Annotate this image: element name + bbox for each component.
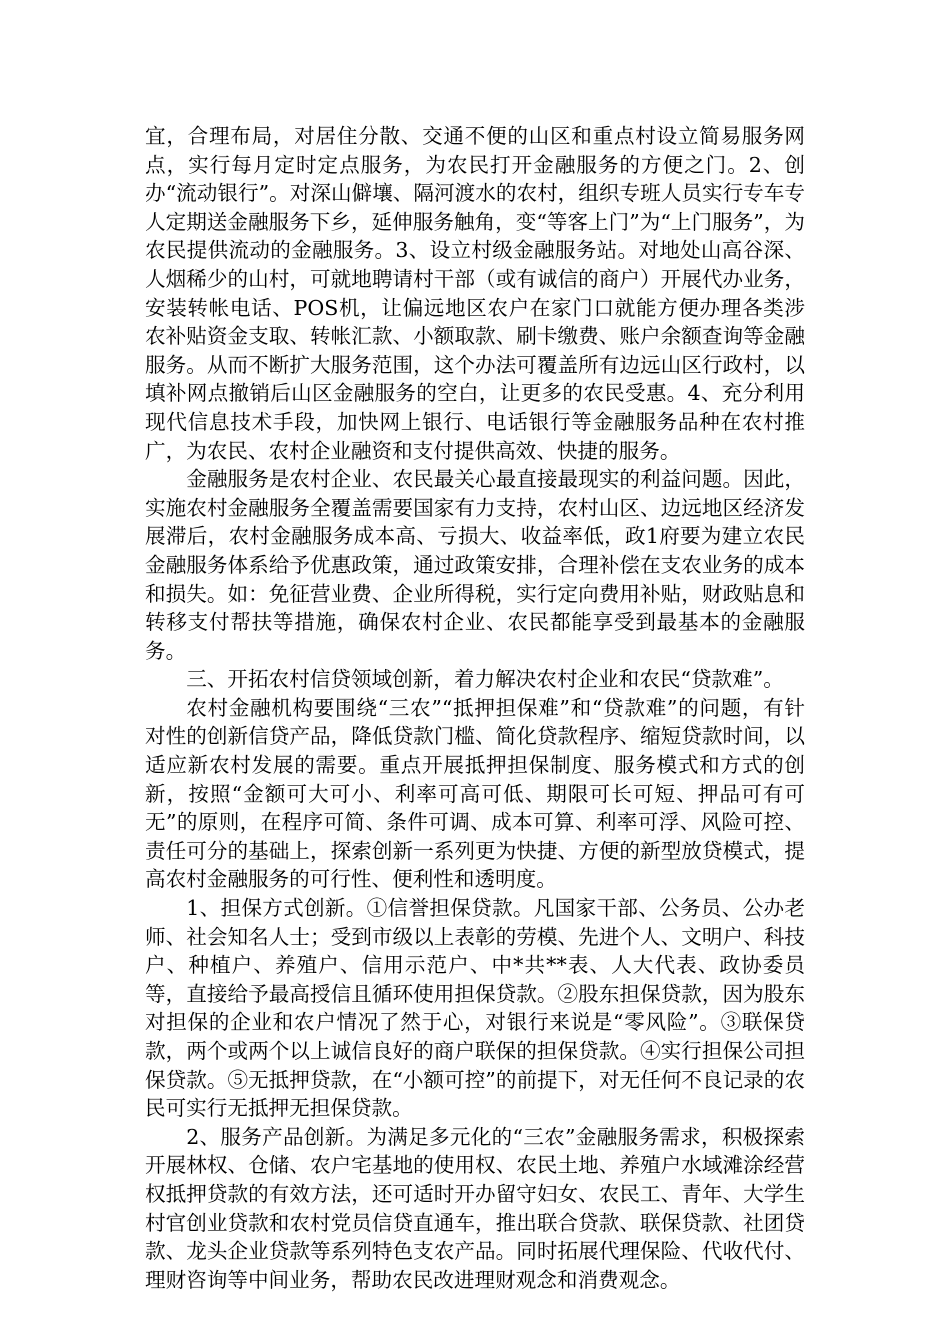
paragraph-guarantee-innovation: 1、担保方式创新。①信誉担保贷款。凡国家干部、公务员、公办老师、社会知名人士；受到市级以上表彰的劳模、先进个人、文明户、科技户、种植户、养殖户、信用示范户、中*共**表、人大代表、政协委员等，直接给予最高授信且循环使用担保贷款。②股东担保贷款，因为股东对担保的企业和农户情况了然于心，对银行来说是“零风险”。③联保贷款，两个或两个以上诚信良好的商户联保的担保贷款。④实行担保公司担保贷款。⑤无抵押贷款，在“小额可控”的前提下，对无任何不良记录的农民可实行无抵押无担保贷款。 [145, 896, 805, 1121]
paragraph-product-innovation: 2、服务产品创新。为满足多元化的“三农”金融服务需求，积极探索开展林权、仓储、农户宅基地的使用权、农民土地、养殖户水域滩涂经营权抵押贷款的有效方法，还可适时开办留守妇女、农民工、青年、大学生村官创业贷款和农村党员信贷直通车，推出联合贷款、联保贷款、社团贷款、龙头企业贷款等系列特色支农产品。同时拓展代理保险、代收代付、理财咨询等中间业务，帮助农民改进理财观念和消费观念。 [145, 1124, 805, 1292]
document-page [145, 122, 805, 1294]
section-heading-credit-innovation: 三、开拓农村信贷领域创新，着力解决农村企业和农民“贷款难”。 [186, 667, 784, 692]
paragraph-policy-support: 金融服务是农村企业、农民最关心最直接最现实的利益问题。因此，实施农村金融服务全覆盖需要国家有力支持，农村山区、边远地区经济发展滞后，农村金融服务成本高、亏损大、收益率低，政1府要为建立农民金融服务体系给予优惠政策，通过政策安排，合理补偿在支农业务的成本和损失。如：免征营业费、企业所得税，实行定向费用补贴，财政贴息和转移支付帮扶等措施，确保农村企业、农民都能享受到最基本的金融服务。 [145, 467, 805, 663]
paragraph-credit-innovation: 农村金融机构要围绕“三农”“抵押担保难”和“贷款难”的问题，有针对性的创新信贷产品，降低贷款门槛、简化贷款程序、缩短贷款时间，以适应新农村发展的需要。重点开展抵押担保制度、服务模式和方式的创新，按照“金额可大可小、利率可高可低、期限可长可短、押品可有可无”的原则，在程序可简、条件可调、成本可算、利率可浮、风险可控、责任可分的基础上，探索创新一系列更为快捷、方便的新型放贷模式，提高农村金融服务的可行性、便利性和透明度。 [145, 695, 805, 892]
paragraph-rural-service-measures: 宜，合理布局，对居住分散、交通不便的山区和重点村设立简易服务网点，实行每月定时定点服务，为农民打开金融服务的方便之门。2、创办“流动银行”。对深山僻壤、隔河渡水的农村，组织专班人员实行专车专人定期送金融服务下乡，延伸服务触角，变“等客上门”为“上门服务”，为农民提供流动的金融服务。3、设立村级金融服务站。对地处山高谷深、人烟稀少的山村，可就地聘请村干部（或有诚信的商户）开展代办业务，安装转帐电话、POS机，让偏远地区农户在家门口就能方便办理各类涉农补贴资金支取、转帐汇款、小额取款、刷卡缴费、账户余额查询等金融服务。从而不断扩大服务范围，这个办法可覆盖所有边远山区行政村，以填补网点撤销后山区金融服务的空白，让更多的农民受惠。4、充分利用现代信息技术手段，加快网上银行、电话银行等金融服务品种在农村推广，为农民、农村企业融资和支付提供高效、快捷的服务。 [145, 124, 805, 463]
